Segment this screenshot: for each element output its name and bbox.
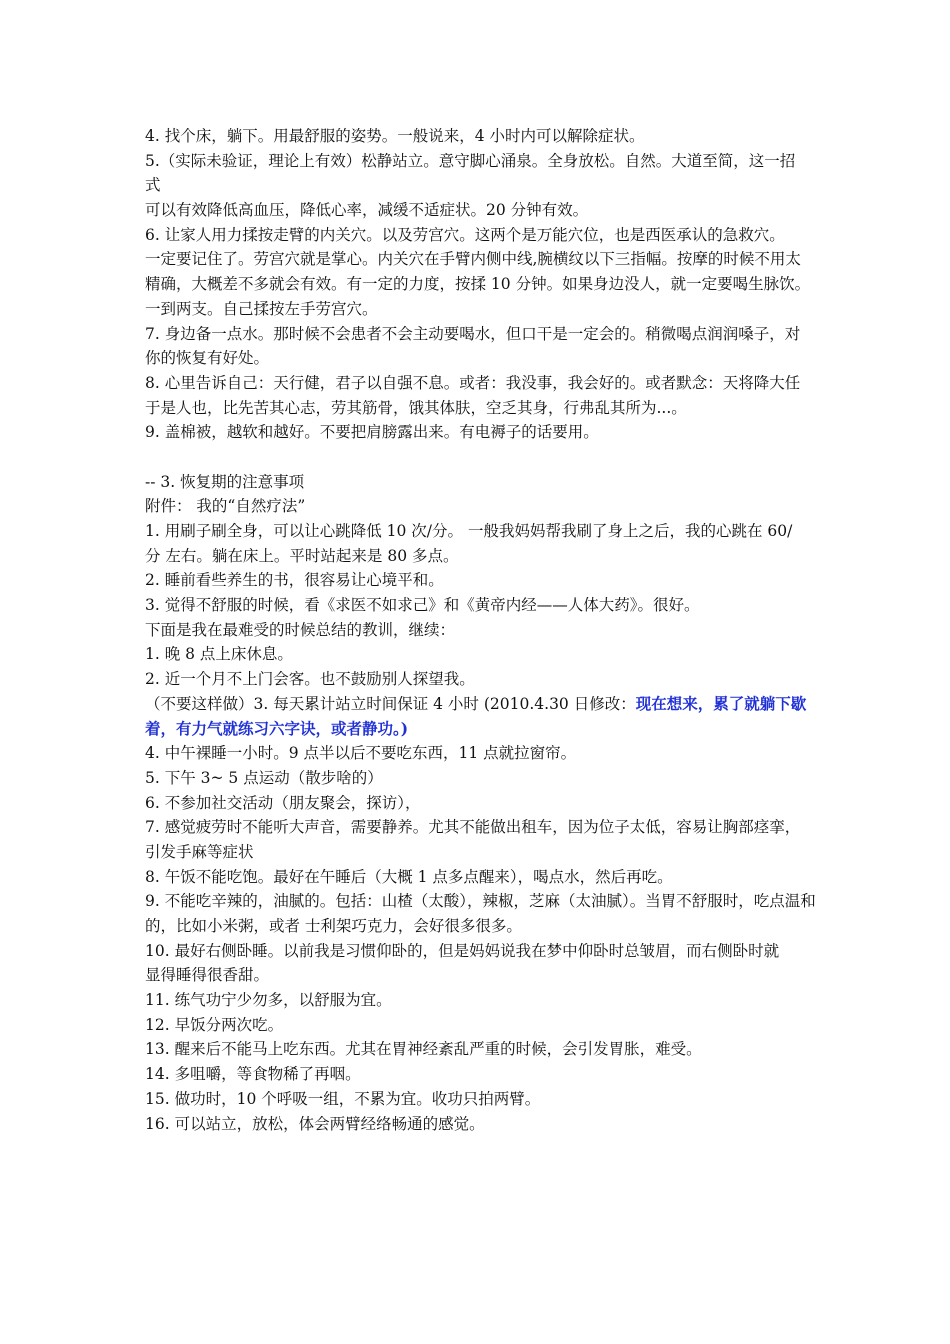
text-line: 13. 醒来后不能马上吃东西。尤其在胃神经紊乱严重的时候，会引发胃胀，难受。: [145, 1040, 702, 1059]
text-line: 下面是我在最难受的时候总结的教训，继续：: [145, 620, 456, 639]
text-line: 可以有效降低高血压，降低心率，减缓不适症状。20 分钟有效。: [145, 201, 589, 220]
text-line: 14. 多咀嚼，等食物稀了再咽。: [145, 1065, 361, 1084]
text-line: 2. 睡前看些养生的书，很容易让心境平和。: [145, 571, 444, 590]
text-line: 5. 下午 3~ 5 点运动（散步啥的）: [145, 768, 383, 787]
text-line: 3. 觉得不舒服的时候，看《求医不如求己》和《黄帝内经——人体大药》。很好。: [145, 596, 700, 615]
text-line: 6. 不参加社交活动（朋友聚会，探访），: [145, 793, 421, 812]
text-line: 你的恢复有好处。: [145, 349, 270, 368]
text-line: 1. 用刷子刷全身，可以让心跳降低 10 次/分。 一般我妈妈帮我刷了身上之后，我的心跳在 60/: [145, 522, 793, 540]
text-line: 引发手麻等症状: [145, 842, 254, 861]
text-line: 式: [145, 176, 161, 195]
text-line: 11. 练气功宁少勿多，以舒服为宜。: [145, 991, 392, 1010]
text-line: 16. 可以站立，放松，体会两臂经络畅通的感觉。: [145, 1114, 485, 1133]
text-line: 9. 盖棉被，越软和越好。不要把肩膀露出来。有电褥子的话要用。: [145, 423, 599, 442]
text-line: 分 左右。躺在床上。平时站起来是 80 多点。: [145, 546, 459, 565]
highlighted-edit-note-continued: [145, 717, 825, 742]
text-line: 7. 感觉疲劳时不能听大声音，需要静养。尤其不能做出租车，因为位子太低，容易让胸部痉挛，: [145, 818, 801, 837]
text-line: 7. 身边备一点水。那时候不会患者不会主动要喝水，但口干是一定会的。稍微喝点润润嗓子，对: [145, 324, 801, 343]
text-line: 精确，大概差不多就会有效。有一定的力度，按揉 10 分钟。如果身边没人，就一定要喝生脉饮。: [145, 275, 811, 294]
text-line: 一到两支。自己揉按左手劳宫穴。: [145, 299, 378, 318]
text-line: 15. 做功时，10 个呼吸一组，不累为宜。收功只拍两臂。: [145, 1089, 541, 1108]
text-line: 10. 最好右侧卧睡。以前我是习惯仰卧的，但是妈妈说我在梦中仰卧时总皱眉，而右侧卧时就: [145, 941, 780, 960]
text-line-with-edit-note: [145, 692, 825, 717]
text-line: 2. 近一个月不上门会客。也不鼓励别人探望我。: [145, 670, 475, 689]
highlighted-edit-note: 着，有力气就练习六字诀，或者静功。): [145, 718, 409, 738]
text-line: 12. 早饭分两次吃。: [145, 1015, 284, 1034]
highlighted-edit-note: 现在想来，累了就躺下歇: [635, 693, 807, 713]
text-line: 附件： 我的“自然疗法”: [145, 497, 306, 516]
section-heading: -- 3. 恢复期的注意事项: [145, 472, 305, 491]
text-segment: （不要这样做）3. 每天累计站立时间保证 4 小时 (2010.4.30 日修改：: [145, 694, 636, 713]
text-line: 8. 心里告诉自己：天行健，君子以自强不息。或者：我没事，我会好的。或者默念：天将降大任: [145, 373, 801, 392]
text-line: 一定要记住了。劳宫穴就是掌心。内关穴在手臂内侧中线,腕横纹以下三指幅。按摩的时候不用太: [145, 250, 801, 269]
paragraph-gap: [145, 445, 825, 470]
text-line: 9. 不能吃辛辣的，油腻的。包括：山楂（太酸），辣椒，芝麻（太油腻）。当胃不舒服时，吃点温和: [145, 892, 816, 911]
text-line: 5.（实际未验证，理论上有效）松静站立。意守脚心涌泉。全身放松。自然。大道至简，这一招: [145, 151, 796, 170]
text-line: 于是人也，比先苦其心志，劳其筋骨，饿其体肤，空乏其身，行弗乱其所为...。: [145, 398, 687, 417]
text-line: 8. 午饭不能吃饱。最好在午睡后（大概 1 点多点醒来），喝点水，然后再吃。: [145, 867, 673, 886]
text-line: 1. 晚 8 点上床休息。: [145, 645, 293, 664]
text-line: 4. 中午裸睡一小时。9 点半以后不要吃东西，11 点就拉窗帘。: [145, 744, 577, 763]
text-line: 4. 找个床，躺下。用最舒服的姿势。一般说来，4 小时内可以解除症状。: [145, 127, 645, 145]
document-body: [145, 124, 825, 1136]
text-line: 显得睡得很香甜。: [145, 966, 270, 985]
text-line: 的，比如小米粥，或者 士利架巧克力，会好很多很多。: [145, 917, 522, 935]
text-line: 6. 让家人用力揉按走臂的内关穴。以及劳宫穴。这两个是万能穴位，也是西医承认的急救穴。: [145, 225, 785, 244]
